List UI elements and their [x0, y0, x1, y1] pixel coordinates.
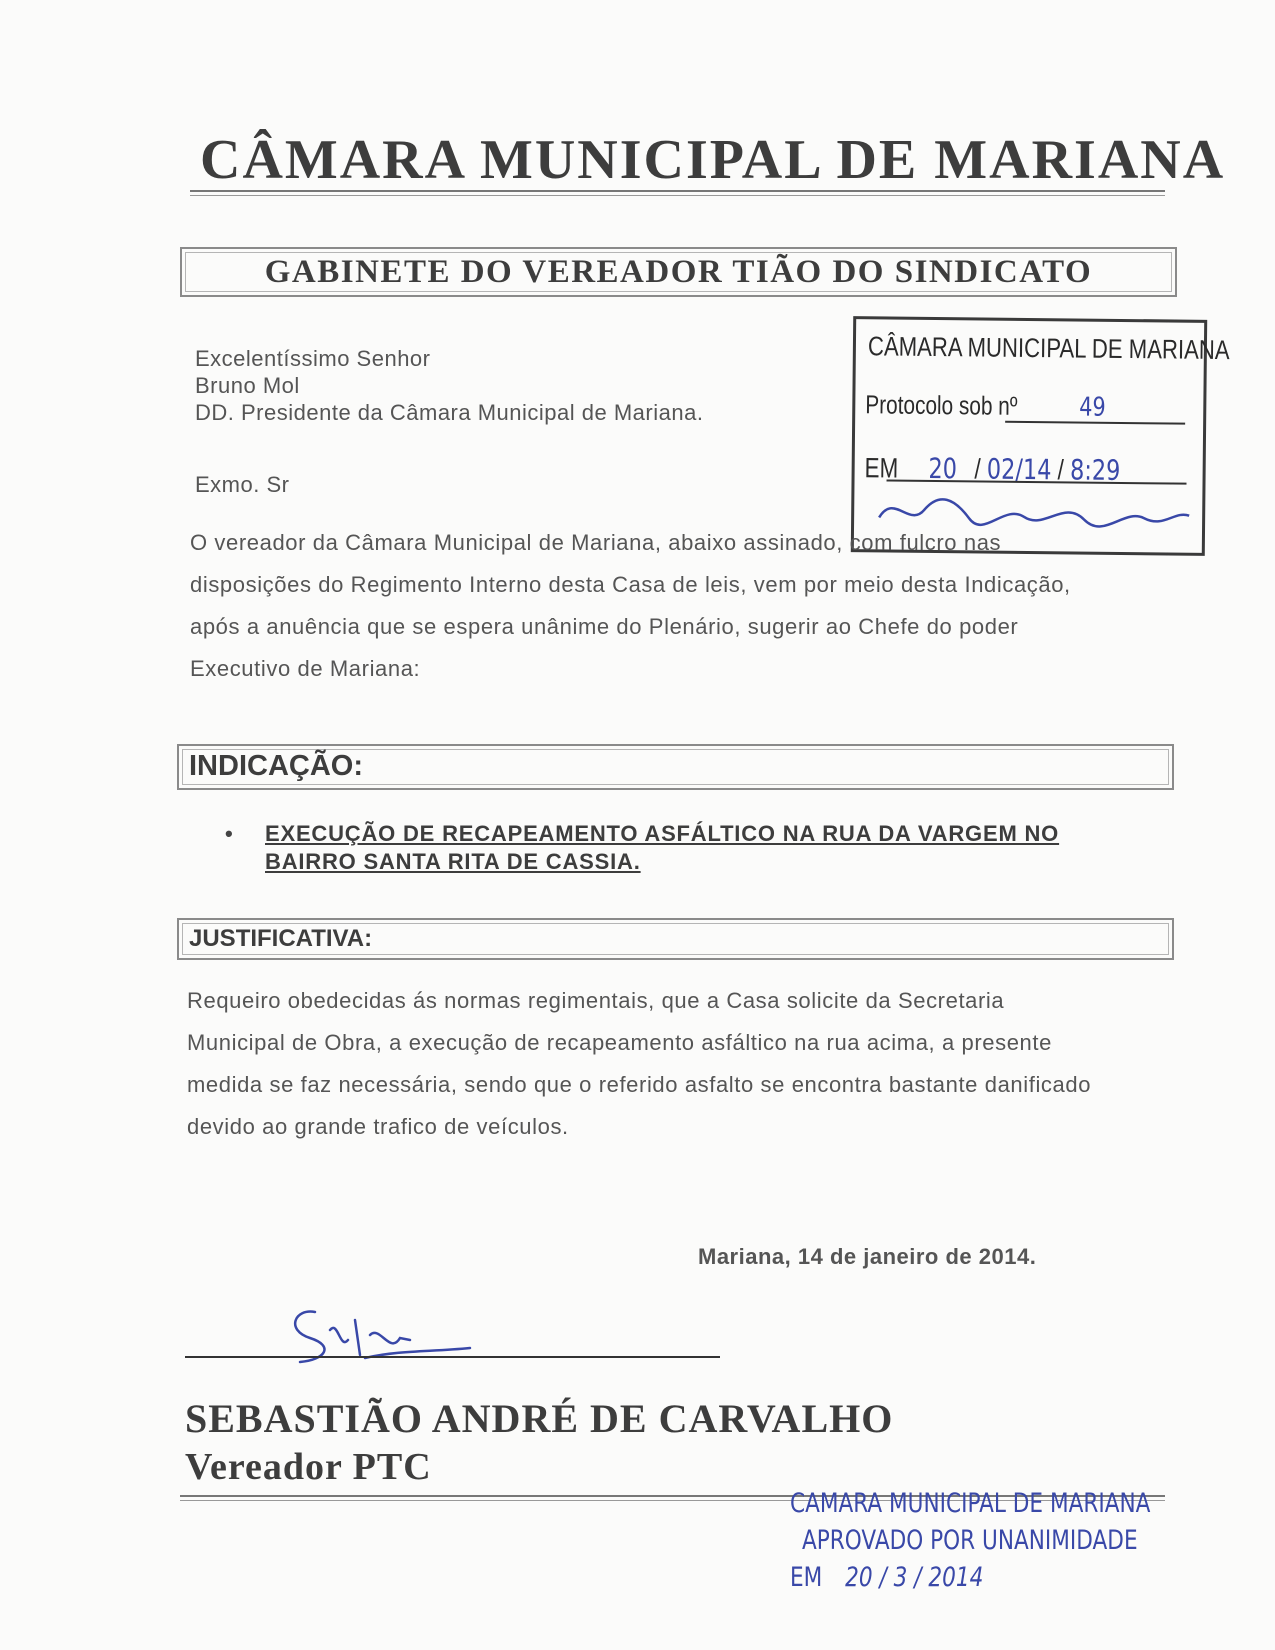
signature-line: [185, 1356, 720, 1358]
stamp-day: 20: [928, 451, 958, 486]
date-line: Mariana, 14 de janeiro de 2014.: [698, 1244, 1037, 1269]
recipient-position: DD. Presidente da Câmara Municipal de Mariana.: [195, 400, 704, 425]
chamber-title: CÂMARA MUNICIPAL DE MARIANA: [200, 129, 1226, 191]
indicacao-heading: INDICAÇÃO:: [189, 750, 363, 782]
handwritten-signature: [270, 1300, 490, 1370]
stamp-month-year: 02/14: [986, 452, 1052, 487]
stamp-protocol-number: 49: [1079, 392, 1106, 423]
intro-paragraph: [190, 522, 1160, 690]
office-title: GABINETE DO VEREADOR TIÃO DO SINDICATO: [264, 253, 1093, 290]
justificativa-line: Municipal de Obra, a execução de recapeamento asfáltico na rua acima, a presente: [187, 1030, 1052, 1055]
stamp-date-row: EM 20 / 02/14 / 8:29: [864, 451, 1121, 487]
stamp-date-label: EM: [864, 452, 899, 484]
stamp-title: CÂMARA MUNICIPAL DE MARIANA: [867, 331, 1230, 366]
signer-name: SEBASTIÃO ANDRÉ DE CARVALHO: [185, 1396, 894, 1441]
approval-stamp-title: CAMARA MUNICIPAL DE MARIANA: [790, 1488, 1151, 1519]
approval-stamp: [790, 1488, 1190, 1593]
recipient-name: Bruno Mol: [195, 373, 300, 398]
justificativa-heading: JUSTIFICATIVA:: [189, 925, 373, 952]
approval-date-value: 20 / 3 / 2014: [845, 1562, 984, 1593]
intro-line: após a anuência que se espera unânime do Plenário, sugerir ao Chefe do poder: [190, 614, 1019, 639]
justificativa-line: devido ao grande trafico de veículos.: [187, 1114, 569, 1139]
approval-stamp-status: APROVADO POR UNANIMIDADE: [802, 1525, 1138, 1556]
greeting: Exmo. Sr: [195, 472, 290, 497]
indicacao-box: [177, 744, 1174, 790]
recipient-salutation: Excelentíssimo Senhor: [195, 346, 431, 371]
approval-date-label: EM: [790, 1562, 823, 1593]
intro-line: Executivo de Mariana:: [190, 656, 421, 681]
stamp-time: 8:29: [1069, 453, 1121, 487]
stamp-protocol-label: Protocolo sob nº: [865, 389, 1018, 421]
justificativa-paragraph: [187, 980, 1154, 1148]
stamp-number-line: [1005, 421, 1185, 425]
indicacao-list: [225, 820, 1125, 876]
title-underline: [190, 190, 1165, 196]
justificativa-line: Requeiro obedecidas ás normas regimentais, que a Casa solicite da Secretaria: [187, 988, 1005, 1013]
intro-line: disposições do Regimento Interno desta Casa de leis, vem por meio desta Indicação,: [190, 572, 1071, 597]
justificativa-box: [177, 918, 1174, 960]
stamp-protocol-row: [865, 389, 1106, 423]
protocol-stamp: [851, 316, 1230, 556]
signer-role: Vereador PTC: [185, 1446, 432, 1488]
intro-line: O vereador da Câmara Municipal de Mariana, abaixo assinado, com fulcro nas: [190, 530, 1002, 555]
indicacao-item: • EXECUÇÃO DE RECAPEAMENTO ASFÁLTICO NA RUA DA VARGEM NO BAIRRO SANTA RITA DE CASSIA.: [225, 820, 1125, 876]
justificativa-line: medida se faz necessária, sendo que o referido asfalto se encontra bastante danificado: [187, 1072, 1092, 1097]
approval-stamp-date-row: [790, 1562, 1110, 1593]
office-header-box: [180, 247, 1177, 297]
